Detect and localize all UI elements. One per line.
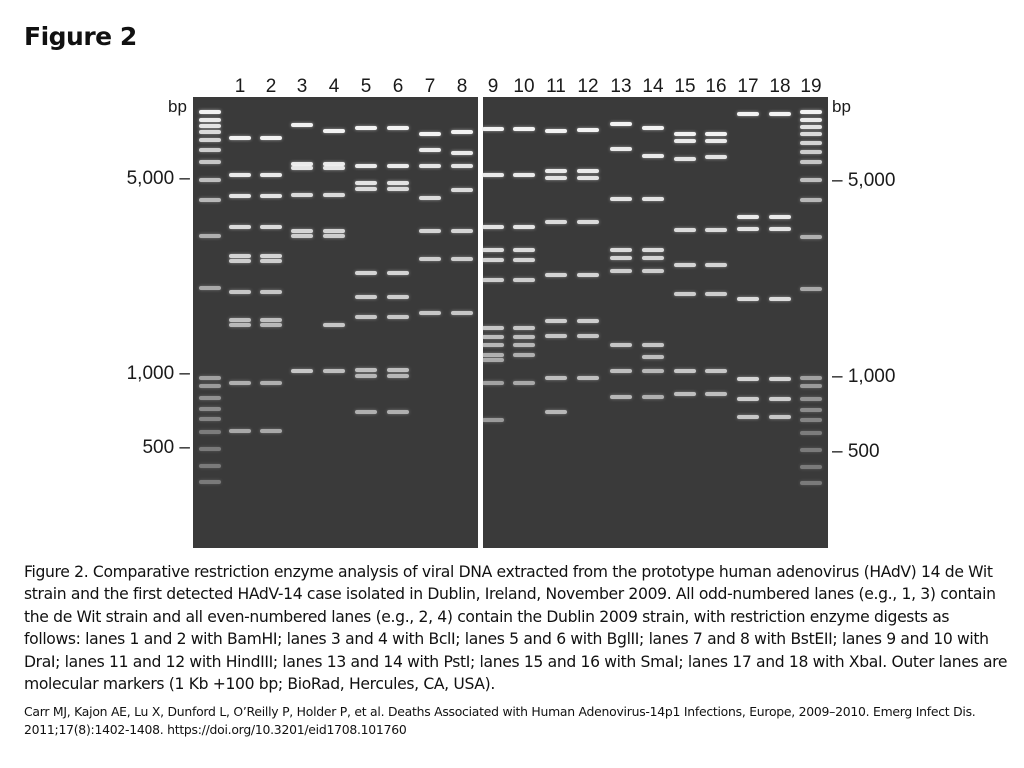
gel-band xyxy=(674,292,696,296)
gel-band xyxy=(800,397,822,401)
gel-band xyxy=(199,286,221,290)
gel-band xyxy=(642,154,664,158)
lane-label: 4 xyxy=(328,76,340,97)
gel-band xyxy=(482,326,504,330)
gel-band xyxy=(199,447,221,451)
gel-band xyxy=(260,173,282,177)
gel-band xyxy=(482,278,504,282)
gel-band xyxy=(291,193,313,197)
gel-band xyxy=(769,397,791,401)
gel-band xyxy=(800,408,822,412)
gel-band xyxy=(387,368,409,372)
gel-band xyxy=(482,358,504,362)
gel-band xyxy=(642,395,664,399)
gel-band xyxy=(545,319,567,323)
lane-label: 13 xyxy=(610,76,632,97)
gel-band xyxy=(260,323,282,327)
gel-band xyxy=(387,181,409,185)
bp-axis-label-right: bp xyxy=(832,97,851,116)
gel-band xyxy=(355,181,377,185)
lane-label: 3 xyxy=(296,76,308,97)
gel-band xyxy=(642,343,664,347)
lane-label: 18 xyxy=(769,76,791,97)
gel-band xyxy=(642,256,664,260)
gel-band xyxy=(199,384,221,388)
gel-band xyxy=(451,229,473,233)
gel-band xyxy=(610,343,632,347)
gel-band xyxy=(451,151,473,155)
gel-band xyxy=(419,148,441,152)
gel-band xyxy=(323,323,345,327)
size-marker-label: – 1,000 xyxy=(832,366,896,387)
gel-band xyxy=(260,136,282,140)
gel-band xyxy=(260,290,282,294)
gel-band xyxy=(451,257,473,261)
gel-band xyxy=(260,194,282,198)
gel-band xyxy=(323,166,345,170)
lane-label: 14 xyxy=(642,76,664,97)
gel-band xyxy=(769,297,791,301)
lane-label: 12 xyxy=(577,76,599,97)
gel-band xyxy=(800,465,822,469)
gel-band xyxy=(545,410,567,414)
gel-band xyxy=(513,225,535,229)
gel-band xyxy=(545,220,567,224)
gel-band xyxy=(800,418,822,422)
gel-band xyxy=(323,129,345,133)
gel-band xyxy=(451,164,473,168)
lane-label: 19 xyxy=(800,76,822,97)
gel-band xyxy=(323,229,345,233)
gel-band xyxy=(199,396,221,400)
gel-band xyxy=(291,229,313,233)
lane-label: 11 xyxy=(546,76,566,97)
gel-band xyxy=(737,112,759,116)
gel-band xyxy=(610,122,632,126)
gel-band xyxy=(642,197,664,201)
gel-band xyxy=(355,164,377,168)
gel-band xyxy=(705,139,727,143)
lane-label: 8 xyxy=(456,76,468,97)
gel-band xyxy=(199,376,221,380)
gel-band xyxy=(705,263,727,267)
figure-caption: Figure 2. Comparative restriction enzyme analysis of viral DNA extracted from the prototype human adenovirus (HAdV) 14 de Wit strain and the first detected HAdV-14 case isolated in Dublin, Ireland, November 2009. All odd-numbered lanes (e.g., 1, 3) contain the de Wit strain and all even-numbered lanes (e.g., 2, 4) contain the Dublin 2009 strain, with restriction enzyme digests as follows: lanes 1 and 2 with BamHI; lanes 3 and 4 with BclI; lanes 5 and 6 with BglII; lanes 7 and 8 with BstEII; lanes 9 and 10 with DraI; lanes 11 and 12 with HindIII; lanes 13 and 14 with PstI; lanes 15 and 16 with SmaI; lanes 17 and 18 with XbaI. Outer lanes are molecular markers (1 Kb +100 bp; BioRad, Hercules, CA, USA). xyxy=(24,563,1008,694)
gel-band xyxy=(260,381,282,385)
gel-band xyxy=(800,384,822,388)
gel-band xyxy=(482,248,504,252)
gel-band xyxy=(482,173,504,177)
gel-band xyxy=(577,176,599,180)
gel-band xyxy=(737,215,759,219)
gel-band xyxy=(260,318,282,322)
gel-band xyxy=(610,197,632,201)
gel-band xyxy=(800,141,822,145)
gel-band xyxy=(577,319,599,323)
gel-band xyxy=(355,315,377,319)
gel-band xyxy=(800,448,822,452)
gel-band xyxy=(199,110,221,114)
lane-label: 5 xyxy=(360,76,372,97)
gel-band xyxy=(737,397,759,401)
gel-band xyxy=(800,125,822,129)
gel-band xyxy=(260,259,282,263)
gel-band xyxy=(229,225,251,229)
gel-band xyxy=(737,415,759,419)
gel-band xyxy=(610,395,632,399)
gel-band xyxy=(800,178,822,182)
gel-band xyxy=(642,355,664,359)
gel-band xyxy=(199,148,221,152)
citation: Carr MJ, Kajon AE, Lu X, Dunford L, O’Reilly P, Holder P, et al. Deaths Associated with Human Adenovirus-14p1 Infections, Europe, 2009–2010. Emerg Infect Dis. 2011;17(8):1402-1408. https://doi.org/10.3201/eid1708.101760 xyxy=(24,704,976,737)
gel-band xyxy=(545,169,567,173)
lane-label: 10 xyxy=(513,76,535,97)
gel-band xyxy=(387,187,409,191)
gel-band xyxy=(229,173,251,177)
gel-band xyxy=(451,130,473,134)
gel-band xyxy=(482,343,504,347)
gel-band xyxy=(229,136,251,140)
gel-band xyxy=(387,164,409,168)
gel-band xyxy=(419,132,441,136)
gel-band xyxy=(674,132,696,136)
gel-band xyxy=(800,376,822,380)
gel-band xyxy=(800,481,822,485)
gel-band xyxy=(229,290,251,294)
gel-band xyxy=(482,353,504,357)
gel-band xyxy=(387,295,409,299)
gel-band xyxy=(800,118,822,122)
gel-band xyxy=(229,318,251,322)
gel-band xyxy=(355,410,377,414)
size-marker-label: 5,000 – xyxy=(126,168,190,189)
gel-band xyxy=(545,176,567,180)
gel-band xyxy=(355,368,377,372)
lane-label: 2 xyxy=(265,76,277,97)
gel-band xyxy=(737,297,759,301)
gel-band xyxy=(705,392,727,396)
gel-band xyxy=(577,334,599,338)
lane-label: 7 xyxy=(424,76,436,97)
gel-band xyxy=(199,407,221,411)
gel-band xyxy=(513,127,535,131)
gel-band xyxy=(642,369,664,373)
gel-band xyxy=(769,377,791,381)
gel-band xyxy=(577,220,599,224)
gel-band xyxy=(229,429,251,433)
gel-band xyxy=(705,369,727,373)
gel-band xyxy=(610,248,632,252)
gel-band xyxy=(610,369,632,373)
gel-band xyxy=(737,227,759,231)
gel-band xyxy=(642,126,664,130)
gel-band xyxy=(674,369,696,373)
gel-band xyxy=(229,323,251,327)
gel-band xyxy=(260,254,282,258)
gel-band xyxy=(800,198,822,202)
gel-band xyxy=(199,138,221,142)
gel-band xyxy=(199,178,221,182)
gel-band xyxy=(451,188,473,192)
gel-band xyxy=(800,132,822,136)
gel-panel-right xyxy=(483,97,828,548)
gel-band xyxy=(482,258,504,262)
gel-band xyxy=(577,376,599,380)
gel-band xyxy=(291,369,313,373)
gel-band xyxy=(199,417,221,421)
gel-band xyxy=(229,194,251,198)
gel-band xyxy=(419,229,441,233)
size-marker-label: 1,000 – xyxy=(126,363,190,384)
gel-band xyxy=(513,381,535,385)
gel-band xyxy=(419,164,441,168)
gel-band xyxy=(323,193,345,197)
figure-title: Figure 2 xyxy=(24,22,137,51)
gel-band xyxy=(482,335,504,339)
gel-band xyxy=(355,126,377,130)
gel-band xyxy=(513,343,535,347)
gel-band xyxy=(387,374,409,378)
size-marker-label: – 5,000 xyxy=(832,170,896,191)
gel-band xyxy=(545,129,567,133)
gel-band xyxy=(387,410,409,414)
gel-band xyxy=(577,128,599,132)
gel-band xyxy=(800,150,822,154)
gel-band xyxy=(513,258,535,262)
gel-band xyxy=(482,381,504,385)
gel-band xyxy=(674,228,696,232)
gel-band xyxy=(705,132,727,136)
gel-band xyxy=(642,248,664,252)
gel-band xyxy=(199,430,221,434)
gel-band xyxy=(545,334,567,338)
gel-band xyxy=(355,271,377,275)
gel-band xyxy=(355,295,377,299)
gel-band xyxy=(355,374,377,378)
gel-band xyxy=(419,311,441,315)
gel-band xyxy=(674,263,696,267)
gel-band xyxy=(769,215,791,219)
gel-band xyxy=(482,418,504,422)
gel-band xyxy=(355,187,377,191)
gel-band xyxy=(674,157,696,161)
gel-band xyxy=(323,369,345,373)
gel-band xyxy=(737,377,759,381)
gel-band xyxy=(229,254,251,258)
gel-band xyxy=(674,392,696,396)
gel-band xyxy=(199,124,221,128)
gel-band xyxy=(800,110,822,114)
lane-label: 17 xyxy=(737,76,759,97)
lane-label: 15 xyxy=(674,76,696,97)
gel-band xyxy=(291,123,313,127)
gel-band xyxy=(387,271,409,275)
size-marker-label: – 500 xyxy=(832,441,880,462)
gel-band xyxy=(642,269,664,273)
gel-band xyxy=(513,248,535,252)
gel-band xyxy=(419,196,441,200)
gel-band xyxy=(545,273,567,277)
gel-band xyxy=(482,225,504,229)
gel-band xyxy=(387,126,409,130)
gel-band xyxy=(291,234,313,238)
gel-band xyxy=(545,376,567,380)
gel-band xyxy=(260,225,282,229)
gel-band xyxy=(513,353,535,357)
gel-band xyxy=(769,112,791,116)
gel-band xyxy=(387,315,409,319)
gel-band xyxy=(229,259,251,263)
gel-band xyxy=(199,118,221,122)
gel-band xyxy=(800,160,822,164)
gel-band xyxy=(610,147,632,151)
gel-band xyxy=(513,278,535,282)
gel-band xyxy=(199,130,221,134)
gel-band xyxy=(199,234,221,238)
gel-band xyxy=(800,287,822,291)
lane-label: 1 xyxy=(234,76,246,97)
gel-band xyxy=(323,234,345,238)
bp-axis-label-left: bp xyxy=(168,97,187,116)
gel-band xyxy=(610,269,632,273)
gel-band xyxy=(800,235,822,239)
gel-band xyxy=(705,228,727,232)
gel-band xyxy=(705,292,727,296)
gel-band xyxy=(229,381,251,385)
gel-band xyxy=(577,169,599,173)
size-marker-label: 500 – xyxy=(142,437,190,458)
gel-band xyxy=(610,256,632,260)
lane-label: 9 xyxy=(487,76,499,97)
gel-band xyxy=(705,155,727,159)
gel-band xyxy=(513,335,535,339)
gel-band xyxy=(199,160,221,164)
lane-label: 6 xyxy=(392,76,404,97)
gel-band xyxy=(769,415,791,419)
lane-label: 16 xyxy=(705,76,727,97)
gel-band xyxy=(800,431,822,435)
gel-band xyxy=(482,127,504,131)
gel-band xyxy=(260,429,282,433)
gel-band xyxy=(291,166,313,170)
gel-band xyxy=(419,257,441,261)
gel-band xyxy=(199,198,221,202)
gel-band xyxy=(199,464,221,468)
gel-band xyxy=(451,311,473,315)
gel-band xyxy=(513,173,535,177)
gel-band xyxy=(674,139,696,143)
gel-band xyxy=(577,273,599,277)
gel-band xyxy=(769,227,791,231)
gel-band xyxy=(199,480,221,484)
gel-band xyxy=(513,326,535,330)
